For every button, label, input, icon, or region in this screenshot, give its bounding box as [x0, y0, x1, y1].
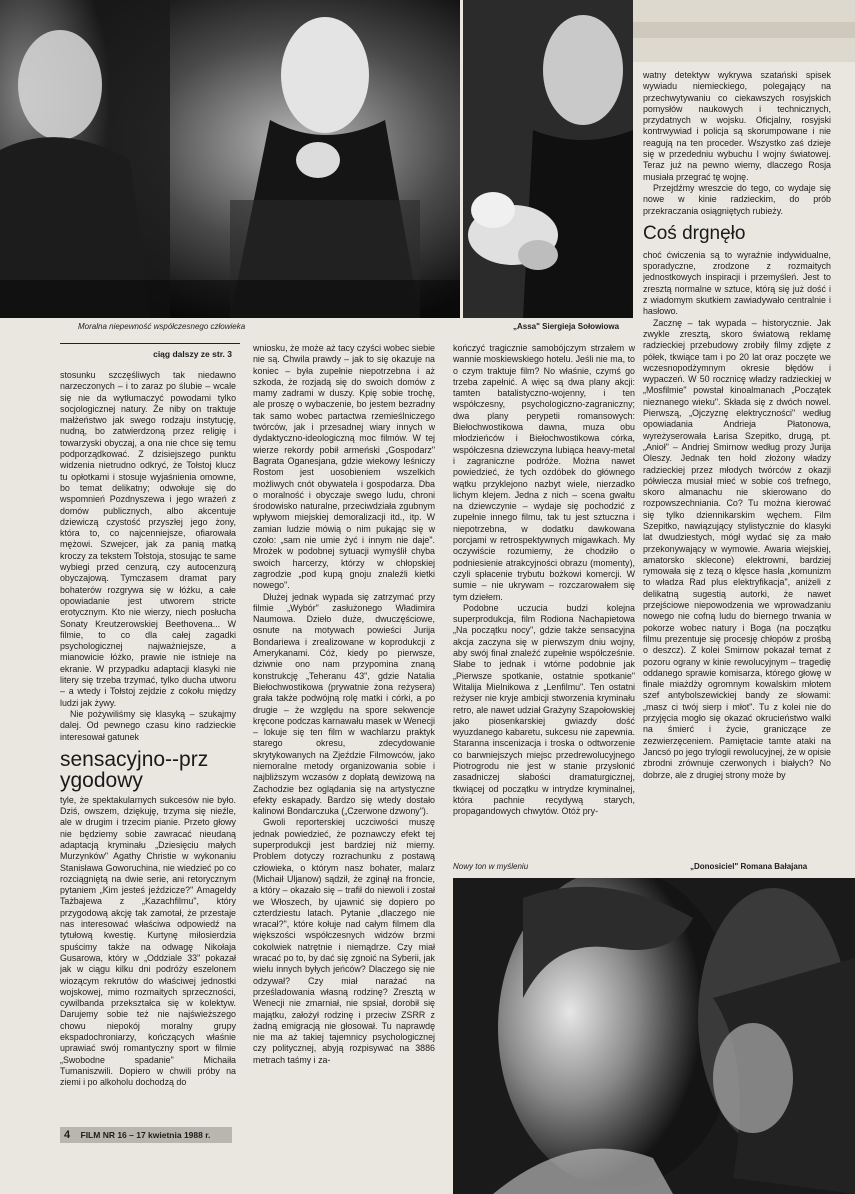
col4-paragraph-1: watny detektyw wykrywa szatański spisek wywiadu niemieckiego, polegający na przechwytywaniu co ciekawszych rosyjskich pomysłów naukowych i technicznych, przydatnych w wojsku. Oficjalny, rosyjski kontrwywiad i policja są skorumpowane i nie reagują na ten proceder. Wszystko zaś dzieje się w przededniu wybuchu I wojny światowej. Teraz już na pewno wiemy, dlaczego Rosja musiała przegrać tę wojnę.: [643, 70, 831, 182]
col2-paragraph-3: Gwoli reporterskiej uczciwości muszę jednak powiedzieć, że poznawczy efekt tej superprodukcji jest bardziej niż mierny. Problem dotyczy rozrachunku z postawą człowieka, o którym nasz bohater, malarz (Michaił Uljanow) sądził, że zginął na froncie, a który – okazało się – trafił do niewoli i został we Włoszech, by ujawnić się dopiero po czterdziestu latach. Pytanie „dlaczego nie wracał?", które kołuje nad całym filmem dla większości współczesnych widzów brzmi cokolwiek natrętnie i niemądrze. Czy miał wracać po to, by dać się zgnoić na Syberii, jak wielu innych byłych jeńców? Dlaczego się nie odzywał? Czy miał narażać na prześladowania własną rodzinę? Zresztą w Wenecji nie zmarniał, nie spsiał, dorobił się majątku, założył rodzinę i przeciw ZSRR z żadną emigracją nie głosował. Tu naprawdę nie ma aż takiej tajemnicy psychologicznej czy politycznej, abyją rozpisywać na 3886 metrach taśmy i za-: [253, 817, 435, 1065]
col4-paragraph-2: Przejdźmy wreszcie do tego, co wydaje się nowe w kinie radzieckim, do prób przekraczania osiągniętych rubieży.: [643, 182, 831, 216]
col1-paragraph-1: stosunku szczęśliwych tak niedawno narzeczonych – i to zaraz po ślubie – wcale się nie da wytłumaczyć powodami tylko socjologicznej natury. Że niby on traktuje małżeństwo jak swego rodzaju instytucję, nudną, bo zatwierdzoną przez religię i towarzyski obyczaj, a ona nie chce się temu podporządkować. Z dzisiejszego punktu widzenia nietrudno odkryć, że Tołstoj klucz tu opłotkami i stosuje wyjaśnienia omowne, bo temat delikatny; odwołuje się do wspomnień Pozdnyszewa i jego wrażeń z domów publicznych, albo akcentuje dziewiczą czystość przyszłej jego żony, która to, co najcenniejsze, ofiarowała mężowi. Szwejcer, jak za panią matką kroczy za tekstem Tołstoja, stosując te same wybiegi przed cenzurą, czy autocenzurą obyczajową. Tymczasem dramat pary bohaterów rozgrywa się w łóżku, a całe opowiadanie jest utworem stricte erotycznym. Kto nie wierzy, niech posłucha Sonaty Kreutzerowskiej Beethovena... W filmie, to co dla całej zagadki psychologicznej najważniejsze, a mianowicie łóżko, prawie nie istnieje na ekranie. W przypadku adaptacji klasyki nie litery się trzeba trzymać, tylko ducha utworu – a wtedy i Tołstoj zejdzie z cokołu między ludzi jak żywy.: [60, 370, 236, 708]
issue-info: FILM NR 16 – 17 kwietnia 1988 r.: [80, 1130, 211, 1140]
heading-cos-drgnelo: Coś drgnęło: [643, 222, 746, 244]
column-3: [453, 343, 635, 861]
col2-paragraph-2: Dłużej jednak wypada się zatrzymać przy filmie „Wybór" zasłużonego Władimira Naumowa. Dzieło duże, dwuczęściowe, osnute na motywach powieści Jurija Bondariewa i zrealizowane w koprodukcji z Amerykanami. Cóż, kiedy po pierwsze, dziwnie ono nam przypomina znaną konstrukcję „Teheranu 43", gdzie Natalia Biełochwostikowa (prywatnie żona reżysera) grała także podwójną rolę matki i córki, a po drugie – że względu na spore sekwencje kręcone podczas karnawału masek w Wenecji – lokuje się ten film w wachlarzu praktyk starego okresu, zdecydowanie skrytykowanych na Zjeździe Filmowców, jako niemoralne metody organizowania sobie i najbliższym wczasów z dopłatą dewizową na Zachodzie bez oglądania się na artystyczne efekty eskapady. Bardzo się wtedy dostało kalinowi Bondarczuka („Czerwone dzwony").: [253, 591, 435, 817]
caption-top-right-title: „Assa": [513, 322, 540, 331]
page-number: 4: [64, 1129, 71, 1141]
col1-paragraph-2: Nie pożywiliśmy się klasyką – szukajmy dalej. Od pewnego czasu kino radzieckie interesował gatunek: [60, 708, 236, 742]
caption-bottom-right: [690, 862, 807, 871]
heading-sensacyjno: sensacyjno--przygodowy: [60, 747, 209, 792]
caption-bottom-left: Nowy ton w myśleniu: [453, 862, 529, 871]
photo-top-right: [463, 0, 633, 318]
caption-top-left: Moralna niepewność współczesnego człowieka: [78, 322, 246, 331]
col4-paragraph-3: choć ćwiczenia są to wyraźnie indywidualne, sporadyczne, zrodzone z rozmaitych jednostkowych inspiracji i przemyśleń. Jest to zresztą normalne w sztuce, którą się już dość i z wiadomym skutkiem zawiadywało centralnie i hasłowo.: [643, 249, 831, 317]
caption-top-right-author: Siergieja Sołowiowa: [542, 322, 620, 331]
caption-top-right: [513, 322, 619, 331]
column-4: [643, 70, 831, 868]
column-1: [60, 370, 236, 1122]
photo-top-left: [0, 0, 460, 318]
col4-paragraph-4: Zacznę – tak wypada – historycznie. Jak zwykle zresztą, skoro światową reklamę radzieckiej przebudowy zrobiły filmy zdjęte z półek, tkwiące tam i po 20 lat oraz poczęte we wczesnopodżymnym okresie błędów i wypaczeń. W 50 rocznicę władzy radzieckiej w „Mosfilmie" powstał kinoalmanach „Początek nieznanego wieku". Składa się z dwóch nowel. Pierwszą, „Ojczyznę elektryczności" według opowiadania Andrieja Płatonowa, wyreżyserowała Łarisa Szepitko, drugą, pt. „Anioł" – Andriej Smirnow według prozy Jurija Oleszy. Jednak ten hołd złożony władzy radzieckiej przez młodych twórców z okazji półwiecza musiał mieć w sobie coś trefnego, skoro almanachu nie skierowano do rozpowszechniania. Co? Tu można kierować się tylko dziennikarskim węchem. Film Szepitko, nawiązujący stylistycznie do klasyki lat dwudziestych, mógł wydać się za mało przekonywający w wymowie. Awaria wiejskiej, amatorsko sklecone) elektrowni, bardziej rymowała się z tezą o klęsce hasła „komunizm to władza Rad plus elektryfikacja", aniżeli z delikatną sugestią autorki, że nawet przejściowe niepowodzenia we wprowadzaniu nowego nie cofną ludu do biernego trwania w pokorze wobec natury i Boga (na początku filmu prezentuje się procesję chłopów z prośbą o deszcz). Z kolei Smirnow pokazał temat z pozoru ograny w kinie rewolucyjnym – tragedię oddanego sprawie komisarza, którego głowę w finale miażdży ogromnym kowalskim młotem szef antybolszewickiej bandy ze słowami: „masz ci twój sierp i młot". Tu z kolei nie do przyjęcia mogło się okazać okrucieństwo walki na śmierć i życie, graniczące ze zezwierzęceniem. Pamiętacie tamte ataki na Jancsó po jego trylogii rewolucyjnej, że w opisie zbrodni zrównuje czerwonych i białych? No dobrze, ale z drugiej strony może by: [643, 317, 831, 780]
col2-paragraph-1: wniosku, że może aż tacy czyści wobec siebie nie są. Chwila prawdy – jak to się okazuje na koniec – była zupełnie niepotrzebna i aż szkoda, że rozjadą się do swoich domów z mamy zadrami w duszy. Kpię sobie trochę, ale proszę o wybaczenie, bo jestem bezradny tak samo wobec partactwa rzemieślniczego twórców, jak i przesadnej wiary innych w dydaktyczno-ideologiczną moc filmów. W tej wierze rekordy pobił armeński „Gospodarz" Bagrata Oganesjana, gdzie wiekowy leśniczy Rostom jest uosobieniem wszelkich możliwych cnót obywatela i gospodarza. Dba o moralność i obyczaje swego ludu, chroni środowisko naturalne, przeciwdziała zgubnym wpływom miejskiej demoralizacji itd., itp. W zamian ludzie mówią o nim pukając się w czoło: „sam nie umie żyć i innym nie daje". Mrożek w podobnej sytuacji wymyślił chyba swoich harcerzy, którzy w chłopskiej zagrodzie „pod kupą gnoju znaleźli kietki nowego".: [253, 343, 435, 591]
col3-paragraph-2: Podobne uczucia budzi kolejna superprodukcja, film Rodiona Nachapietowa „Na początku nocy", gdzie także sensacyjna akcja zaczyna się w pierwszym dniu wojny, aby swój finał znaleźć zupełnie współcześnie. Słabe to jednak i wtórne podobnie jak „Pierwsze spotkanie, ostatnie spotkanie" Witalija Mielnikowa z „Lenfilmu". Ten ostatni reżyser nie kryje ambicji stworzenia kryminału retro, ale nawet udział Grażyny Szapołowskiej jako piosenkarskiej gwiazdy dość wyuzdanego kabaretu, sukcesu nie zapewnia. Staranna inscenizacja i troska o odtworzenie co barwniejszych miejsc przedrewolucyjnego Piotrogrodu nie jest w stanie przysłonić zasadniczej słabości dramaturgicznej, tkwiącej od początku w intrydze kryminalnej, która pachnie recydywą starych, propagandowych chwytów. Otóż pry-: [453, 602, 635, 817]
photo-bottom: [453, 878, 855, 1194]
caption-bottom-right-title: „Donosiciel": [690, 862, 739, 871]
column-2: [253, 343, 435, 1133]
header-strip: [633, 0, 855, 62]
page-folio: [60, 1127, 232, 1143]
col1-paragraph-3: tyle, że spektakularnych sukcesów nie było. Dziś, owszem, dziękuję, trzyma się nieźle, ale w drugim i trzecim pianie. Przeto głowy nie będziemy sobie zawracać nieudaną adaptacją kryminału „Dziesięciu małych Murzynków" Agathy Christie w wykonaniu Stanisława Goworuchina, nie wiedzieć po co rozciągniętą na dwie serie, ani retorycznym pytaniem „Kim jesteś jeździcze?" Amageldy Tażbajewa z „Kazachfilmu", który przygodową akcję tak zamotał, że przestaje nas interesować właściwa odpowiedź na tytułową kwestię. Kurtynę miłosierdzia spuścimy także na odwagę Nikołaja Gusarowa, który w „Oddziale 33" pokazał jak w ciągu kilku dni podróży eszelonem wiozącym rekrutów do właściwej jednostki wojskowej, mimo rozmaitych sprzeczności, cywilbanda przekształca się w kolektyw. Darujemy sobie też nie najświeższego chowu niepokój moralny grupy ekspadochroniarzy, kończących właśnie uprawiać swój romantyczny sport w filmie „Swobodne spadanie" Michaiła Tumaniszwili. Dopiero w chwili próby na ziemi i po alkoholu dochodzą do: [60, 794, 236, 1088]
col3-paragraph-1: kończyć tragicznie samobójczym strzałem w wannie moskiewskiego hotelu. Jeśli nie ma, to o czym traktuje film? No właśnie, czymś go trzeba zapełnić. A więc są dwa plany akcji: tamten batalistyczno-wojenny, i ten współczesny, psychologiczno-zagraniczny; dwa plany perypetii romansowych: Biełochwostikowa dawna, muza obu młodzieńców i Biełochwostikowa córka, współczesna dziewczyna lubiąca heavy-metal i zagraniczne podróże. Można nawet powiedzieć, że tych ozdóbek do głównego wątku przyklejono nazbyt wiele, nierzadko lichym klejem. Jedna z nich – scena gwałtu na dziewczynie – wydaje się pochodzić z zupełnie innego filmu, tak tu jest sztuczna i niepotrzebna, w dodatku dawkowana porcjami w retrospektywnych migawkach. My oczywiście rozumiemy, że chodziło o podniesienie atrakcyjności obrazu (momenty), czyli spłacenie trybutu bożkowi komercji. W sumie – nie ukrywam – rozczarowałem się tym dziełem.: [453, 343, 635, 602]
continued-note: ciąg dalszy ze str. 3: [153, 349, 232, 359]
rule-continued: [60, 343, 240, 344]
caption-bottom-right-author: Romana Bałajana: [740, 862, 808, 871]
